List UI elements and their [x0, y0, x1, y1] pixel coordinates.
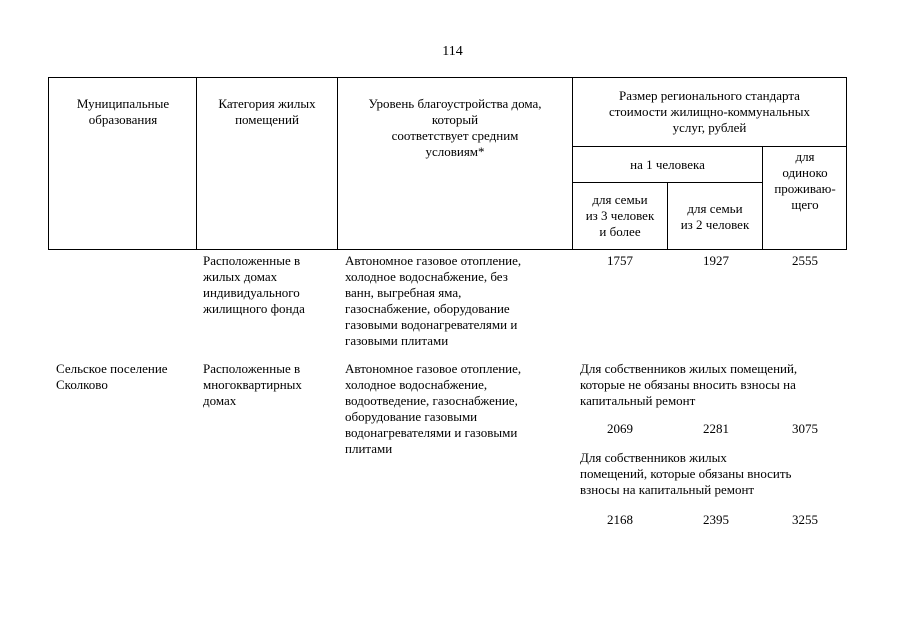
- header-hline-1: [572, 146, 847, 147]
- header-divider-5: [667, 182, 668, 250]
- row1-value-family2: 1927: [703, 253, 729, 268]
- header-single: для одиноко проживаю- щего: [774, 149, 836, 212]
- header-family3: для семьи из 3 человек и более: [585, 192, 655, 239]
- header-border-top: [48, 77, 847, 78]
- row2-not-obliged-single: 3075: [792, 421, 818, 436]
- row1-category: Расположенные в жилых домах индивидуального жилищного фонда: [203, 253, 305, 316]
- row2-level: Автономное газовое отопление, холодное водоснабжение, водоотведение, газоснабжение, оборудование газовыми водонагревателями и газовыми плитами: [345, 361, 522, 456]
- header-per-person: на 1 человека: [630, 157, 705, 172]
- header-border-right: [846, 77, 847, 250]
- row1-level: Автономное газовое отопление, холодное водоснабжение, без ванн, выгребная яма, газоснабжение, оборудование газовыми водонагревателями и газовыми плитами: [345, 253, 522, 348]
- row2-not-obliged-family2: 2281: [703, 421, 729, 436]
- header-municipal: Муниципальные образования: [76, 96, 170, 127]
- header-divider-3: [572, 77, 573, 250]
- row2-obliged-single: 3255: [792, 512, 818, 527]
- header-family2: для семьи из 2 человек: [680, 201, 750, 232]
- header-divider-4: [762, 146, 763, 250]
- row2-municipality: Сельское поселение Сколково: [56, 361, 168, 392]
- row1-value-family3: 1757: [607, 253, 633, 268]
- row2-note-not-obliged: Для собственников жилых помещений, которые не обязаны вносить взносы на капитальный ремонт: [580, 361, 798, 408]
- header-divider-1: [196, 77, 197, 250]
- header-category: Категория жилых помещений: [218, 96, 316, 127]
- row2-note-obliged: Для собственников жилых помещений, которые обязаны вносить взносы на капитальный ремонт: [580, 450, 792, 497]
- header-divider-2: [337, 77, 338, 250]
- page-number: 114: [442, 44, 463, 59]
- row1-value-single: 2555: [792, 253, 818, 268]
- table-header: [48, 77, 847, 250]
- row2-obliged-family2: 2395: [703, 512, 729, 527]
- row2-obliged-family3: 2168: [607, 512, 633, 527]
- header-border-bottom: [48, 249, 847, 250]
- header-hline-2: [572, 182, 763, 183]
- row2-category: Расположенные в многоквартирных домах: [203, 361, 302, 408]
- row2-not-obliged-family3: 2069: [607, 421, 633, 436]
- header-standard: Размер регионального стандарта стоимости жилищно-коммунальных услуг, рублей: [609, 88, 810, 135]
- header-level: Уровень благоустройства дома, который соответствует средним условиям*: [368, 96, 542, 159]
- header-border-left: [48, 77, 49, 250]
